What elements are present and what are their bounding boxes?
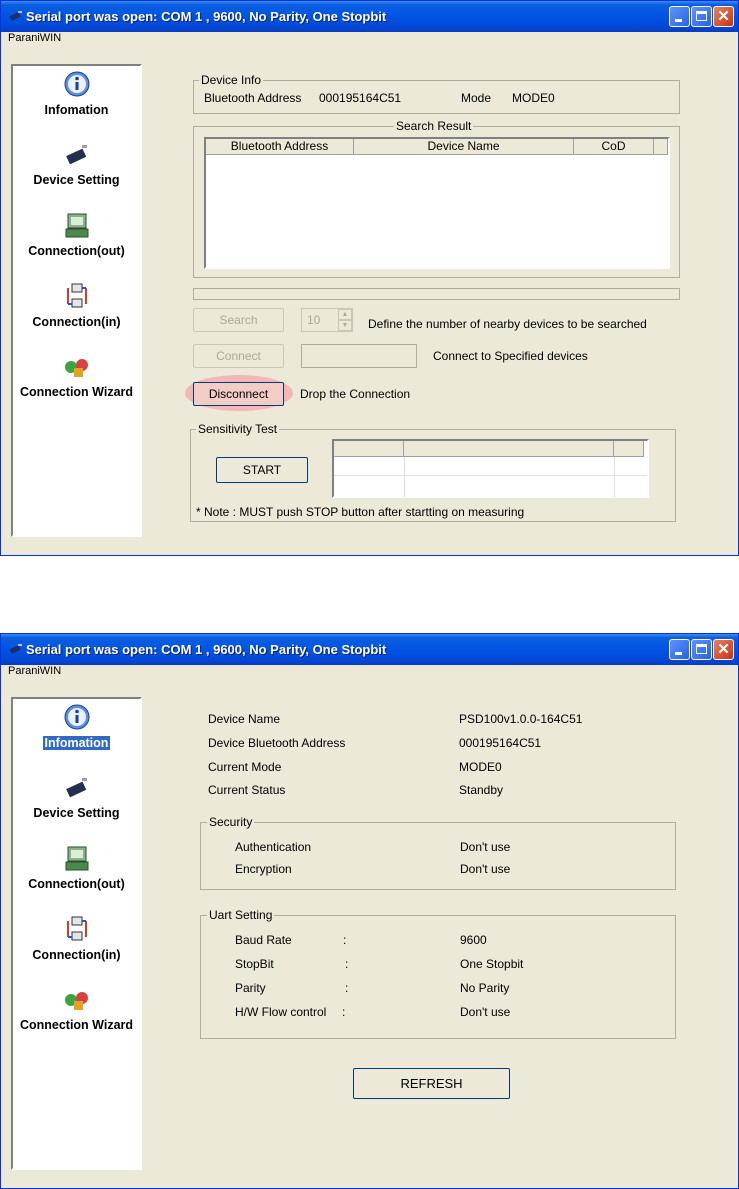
column-header[interactable]: CoD	[574, 139, 654, 155]
sensitivity-test-group	[190, 422, 676, 522]
sidebar-item-label: Connection Wizard	[19, 1018, 134, 1032]
spin-down-icon[interactable]: ▼	[338, 320, 352, 331]
column-header[interactable]: Bluetooth Address	[206, 139, 354, 155]
maximize-button[interactable]	[691, 639, 712, 660]
authentication-label: Authentication	[235, 840, 312, 854]
maximize-button[interactable]	[691, 6, 712, 27]
sidebar-item-label: Connection(in)	[32, 948, 121, 962]
measure-note: * Note : MUST push STOP button after startting on measuring	[196, 505, 525, 519]
bt-address-label: Bluetooth Address	[204, 91, 302, 105]
window-title: Serial port was open: COM 1 , 9600, No Parity, One Stopbit	[26, 642, 387, 657]
grid-header	[614, 441, 644, 457]
sidebar-item-label: Device Setting	[33, 173, 120, 187]
connection-out-icon	[62, 844, 92, 874]
sidebar-item-connection-in[interactable]	[13, 915, 140, 981]
grid-header	[334, 441, 404, 457]
column-header-blank	[654, 139, 668, 155]
menu-bar	[1, 665, 738, 679]
sidebar-item-connection-out[interactable]	[13, 211, 140, 277]
sidebar-item-connection-out[interactable]	[13, 844, 140, 910]
close-icon: ✕	[717, 641, 730, 658]
minimize-icon	[675, 19, 682, 22]
sidebar-item-label: Connection(in)	[32, 315, 121, 329]
encryption-value: Don't use	[460, 862, 511, 876]
close-button[interactable]	[713, 6, 734, 27]
flow-control-label: H/W Flow control	[235, 1005, 327, 1019]
serial-plug-icon	[7, 642, 23, 656]
current-status-value: Standby	[459, 783, 504, 797]
sidebar-item-connection-wizard[interactable]	[13, 985, 140, 1051]
bt-address-value: 000195164C51	[319, 91, 402, 105]
authentication-value: Don't use	[460, 840, 511, 854]
sidebar	[11, 697, 142, 1170]
separator: :	[342, 1005, 346, 1019]
menu-paraniwin[interactable]: ParaniWIN	[8, 665, 62, 677]
sidebar-item-device-setting[interactable]	[13, 140, 140, 206]
title-bar[interactable]	[1, 634, 738, 665]
current-mode-label: Current Mode	[208, 760, 282, 774]
connection-out-icon	[62, 211, 92, 241]
mode-value: MODE0	[512, 91, 555, 105]
separator: :	[345, 957, 349, 971]
mode-label: Mode	[461, 91, 492, 105]
maximize-icon	[696, 11, 707, 21]
sidebar-item-infomation[interactable]	[13, 70, 140, 136]
search-count-value: 10	[307, 313, 321, 327]
paraniwin-window-1	[0, 0, 739, 556]
parity-label: Parity	[235, 981, 266, 995]
uart-setting-group	[200, 908, 676, 1039]
baud-rate-label: Baud Rate	[235, 933, 292, 947]
sensitivity-grid[interactable]	[332, 439, 649, 498]
sidebar-item-label: Connection Wizard	[19, 385, 134, 399]
sidebar-item-label: Connection(out)	[28, 244, 125, 258]
device-name-label: Device Name	[208, 712, 281, 726]
current-mode-value: MODE0	[459, 760, 502, 774]
connect-address-field[interactable]	[301, 344, 417, 368]
current-status-label: Current Status	[208, 783, 286, 797]
bt-address-value: 000195164C51	[459, 736, 542, 750]
parity-value: No Parity	[460, 981, 510, 995]
connection-in-icon	[62, 282, 92, 312]
search-result-list[interactable]	[204, 137, 670, 269]
menu-bar	[1, 32, 738, 46]
menu-paraniwin[interactable]: ParaniWIN	[8, 32, 62, 44]
disconnect-button[interactable]: Disconnect	[193, 382, 284, 406]
connection-in-icon	[62, 915, 92, 945]
search-count-spinner[interactable]	[301, 308, 353, 332]
separator: :	[345, 981, 349, 995]
baud-rate-value: 9600	[460, 933, 487, 947]
minimize-icon	[675, 652, 682, 655]
search-progress-bar	[193, 288, 680, 300]
minimize-button[interactable]	[669, 639, 690, 660]
sidebar	[11, 64, 142, 537]
grid-header	[404, 441, 614, 457]
serial-device-icon	[62, 773, 92, 803]
group-title: Search Result	[396, 119, 472, 133]
maximize-icon	[696, 644, 707, 654]
search-result-group	[193, 119, 680, 278]
device-info-group	[193, 73, 680, 114]
minimize-button[interactable]	[669, 6, 690, 27]
sidebar-item-infomation[interactable]	[13, 703, 140, 769]
group-title: Sensitivity Test	[198, 422, 278, 436]
connect-button[interactable]: Connect	[193, 344, 284, 368]
info-icon	[62, 703, 92, 733]
group-title: Security	[209, 815, 253, 829]
refresh-button[interactable]: REFRESH	[353, 1068, 510, 1099]
search-button[interactable]: Search	[193, 308, 284, 332]
close-button[interactable]	[713, 639, 734, 660]
sidebar-item-device-setting[interactable]	[13, 773, 140, 839]
encryption-label: Encryption	[235, 862, 292, 876]
group-title: Uart Setting	[209, 908, 273, 922]
bt-address-label: Device Bluetooth Address	[208, 736, 346, 750]
sidebar-item-label: Device Setting	[33, 806, 120, 820]
selected-label-text: Infomation	[44, 736, 109, 750]
paraniwin-window-2	[0, 633, 739, 1189]
serial-device-icon	[62, 140, 92, 170]
grid-line	[614, 457, 615, 497]
serial-plug-icon	[7, 9, 23, 23]
device-name-value: PSD100v1.0.0-164C51	[459, 712, 583, 726]
group-title: Device Info	[201, 73, 262, 87]
window-title: Serial port was open: COM 1 , 9600, No Parity, One Stopbit	[26, 9, 387, 24]
sidebar-item-connection-wizard[interactable]	[13, 352, 140, 418]
sidebar-item-label: Infomation	[44, 103, 109, 117]
start-button[interactable]: START	[216, 457, 308, 483]
stopbit-label: StopBit	[235, 957, 274, 971]
grid-line	[334, 475, 647, 476]
column-header[interactable]: Device Name	[354, 139, 574, 155]
connection-wizard-icon	[62, 352, 92, 382]
connect-description: Connect to Specified devices	[433, 349, 588, 363]
search-description: Define the number of nearby devices to be searched	[368, 317, 647, 331]
spin-up-icon[interactable]: ▲	[338, 309, 352, 320]
stopbit-value: One Stopbit	[460, 957, 524, 971]
connection-wizard-icon	[62, 985, 92, 1015]
sidebar-item-label-selected	[13, 736, 140, 750]
sidebar-item-label: Connection(out)	[28, 877, 125, 891]
grid-line	[404, 457, 405, 497]
close-icon: ✕	[717, 8, 730, 25]
sidebar-item-connection-in[interactable]	[13, 282, 140, 348]
disconnect-description: Drop the Connection	[300, 387, 411, 401]
flow-control-value: Don't use	[460, 1005, 511, 1019]
info-icon	[62, 70, 92, 100]
security-group	[200, 815, 676, 890]
separator: :	[343, 933, 347, 947]
title-bar[interactable]	[1, 1, 738, 32]
